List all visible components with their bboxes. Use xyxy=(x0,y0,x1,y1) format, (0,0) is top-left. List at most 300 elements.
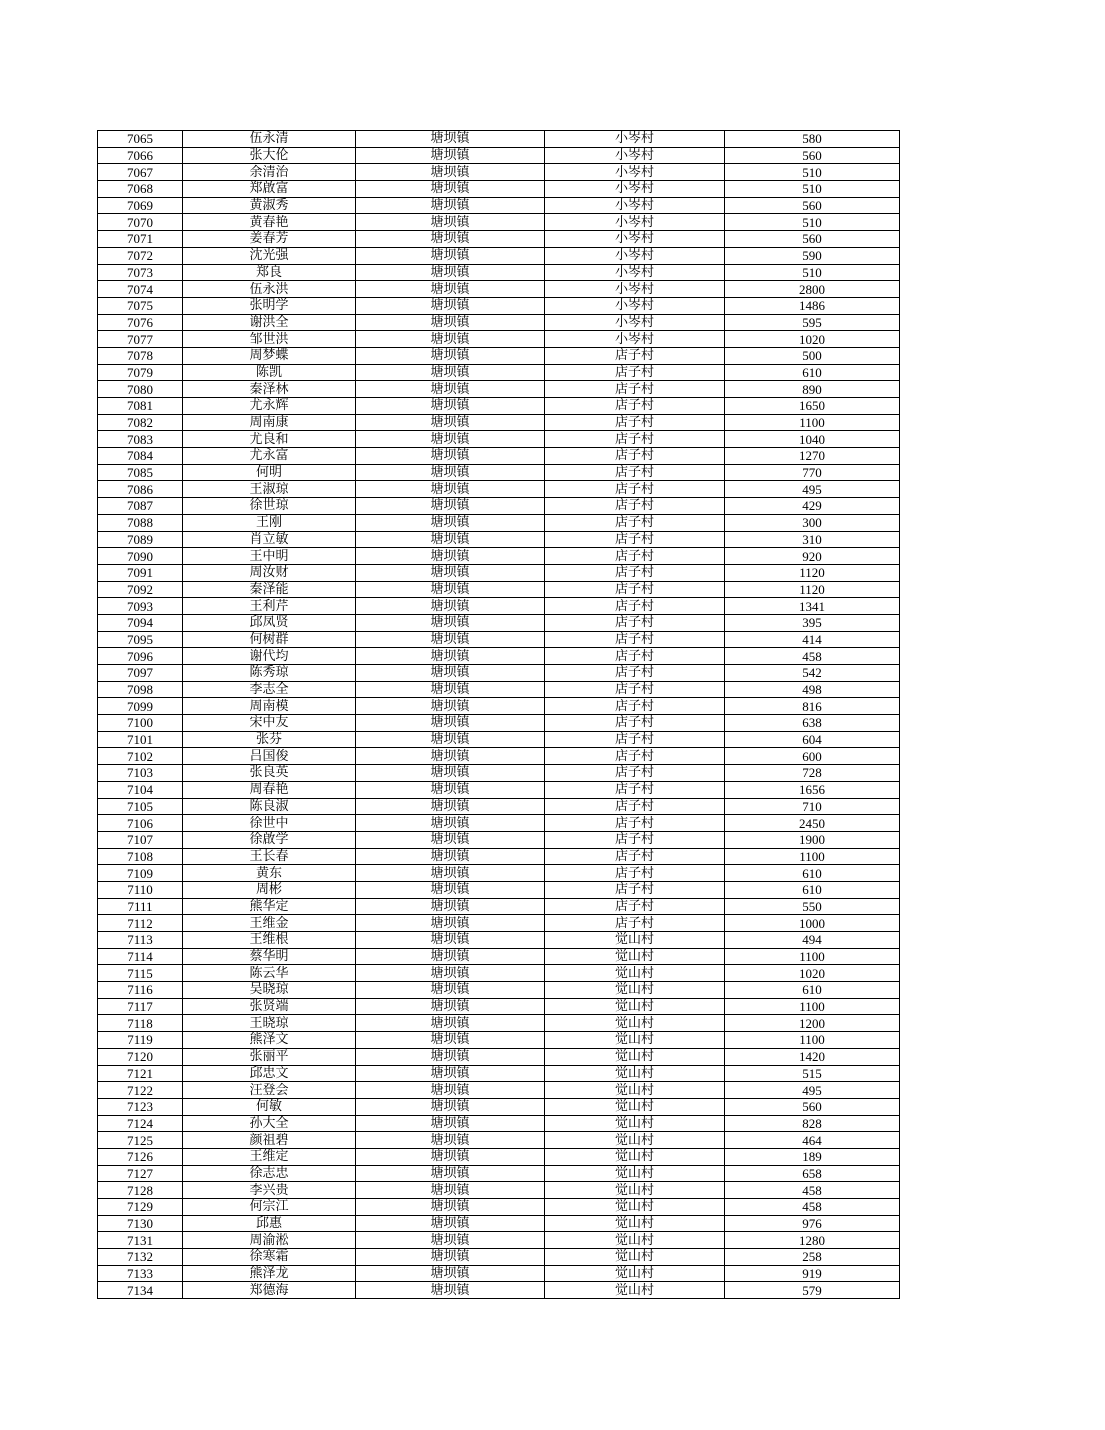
cell-village: 觉山村 xyxy=(545,1265,725,1282)
table-row xyxy=(98,932,900,949)
cell-town: 塘坝镇 xyxy=(356,381,545,398)
cell-town: 塘坝镇 xyxy=(356,898,545,915)
cell-amount: 495 xyxy=(725,481,900,498)
cell-town: 塘坝镇 xyxy=(356,281,545,298)
table-row xyxy=(98,865,900,882)
cell-name: 肖立敏 xyxy=(183,531,356,548)
cell-id: 7127 xyxy=(98,1165,183,1182)
cell-village: 店子村 xyxy=(545,915,725,932)
table-row xyxy=(98,998,900,1015)
table-row xyxy=(98,1065,900,1082)
cell-village: 店子村 xyxy=(545,431,725,448)
cell-name: 谢代均 xyxy=(183,648,356,665)
cell-town: 塘坝镇 xyxy=(356,748,545,765)
cell-village: 店子村 xyxy=(545,398,725,415)
cell-town: 塘坝镇 xyxy=(356,464,545,481)
table-row xyxy=(98,1115,900,1132)
cell-name: 徐世琼 xyxy=(183,498,356,515)
cell-village: 觉山村 xyxy=(545,948,725,965)
cell-village: 店子村 xyxy=(545,481,725,498)
cell-village: 店子村 xyxy=(545,564,725,581)
cell-name: 王利芹 xyxy=(183,598,356,615)
cell-village: 觉山村 xyxy=(545,1115,725,1132)
cell-id: 7067 xyxy=(98,164,183,181)
cell-town: 塘坝镇 xyxy=(356,564,545,581)
cell-village: 店子村 xyxy=(545,698,725,715)
cell-town: 塘坝镇 xyxy=(356,614,545,631)
cell-amount: 2450 xyxy=(725,815,900,832)
cell-id: 7066 xyxy=(98,147,183,164)
cell-amount: 1000 xyxy=(725,915,900,932)
table-row xyxy=(98,1249,900,1266)
cell-amount: 1656 xyxy=(725,781,900,798)
cell-id: 7087 xyxy=(98,498,183,515)
cell-amount: 189 xyxy=(725,1148,900,1165)
cell-amount: 258 xyxy=(725,1249,900,1266)
cell-id: 7069 xyxy=(98,197,183,214)
cell-amount: 610 xyxy=(725,982,900,999)
cell-name: 张明学 xyxy=(183,297,356,314)
cell-amount: 816 xyxy=(725,698,900,715)
cell-village: 觉山村 xyxy=(545,982,725,999)
cell-village: 小岑村 xyxy=(545,147,725,164)
cell-amount: 590 xyxy=(725,247,900,264)
cell-town: 塘坝镇 xyxy=(356,481,545,498)
cell-name: 尤永富 xyxy=(183,448,356,465)
cell-town: 塘坝镇 xyxy=(356,881,545,898)
cell-name: 颜祖碧 xyxy=(183,1132,356,1149)
cell-name: 李兴贵 xyxy=(183,1182,356,1199)
cell-name: 周渝淞 xyxy=(183,1232,356,1249)
cell-amount: 560 xyxy=(725,197,900,214)
cell-town: 塘坝镇 xyxy=(356,965,545,982)
cell-amount: 1100 xyxy=(725,1032,900,1049)
cell-id: 7065 xyxy=(98,131,183,148)
cell-name: 李志全 xyxy=(183,681,356,698)
cell-amount: 1650 xyxy=(725,398,900,415)
table-row xyxy=(98,1015,900,1032)
cell-id: 7076 xyxy=(98,314,183,331)
cell-id: 7118 xyxy=(98,1015,183,1032)
cell-village: 店子村 xyxy=(545,414,725,431)
table-row xyxy=(98,982,900,999)
table-row xyxy=(98,1199,900,1216)
cell-village: 店子村 xyxy=(545,598,725,615)
cell-name: 伍永清 xyxy=(183,131,356,148)
table-row xyxy=(98,665,900,682)
cell-village: 觉山村 xyxy=(545,1065,725,1082)
cell-id: 7072 xyxy=(98,247,183,264)
cell-name: 何树群 xyxy=(183,631,356,648)
table-row xyxy=(98,448,900,465)
cell-town: 塘坝镇 xyxy=(356,448,545,465)
cell-id: 7104 xyxy=(98,781,183,798)
cell-name: 吕国俊 xyxy=(183,748,356,765)
cell-village: 店子村 xyxy=(545,665,725,682)
cell-village: 店子村 xyxy=(545,631,725,648)
cell-id: 7117 xyxy=(98,998,183,1015)
cell-town: 塘坝镇 xyxy=(356,798,545,815)
cell-id: 7101 xyxy=(98,731,183,748)
cell-town: 塘坝镇 xyxy=(356,314,545,331)
cell-village: 店子村 xyxy=(545,581,725,598)
cell-town: 塘坝镇 xyxy=(356,414,545,431)
cell-town: 塘坝镇 xyxy=(356,731,545,748)
cell-village: 店子村 xyxy=(545,531,725,548)
cell-id: 7077 xyxy=(98,331,183,348)
cell-village: 店子村 xyxy=(545,765,725,782)
cell-town: 塘坝镇 xyxy=(356,1282,545,1299)
cell-amount: 1270 xyxy=(725,448,900,465)
cell-name: 徐世中 xyxy=(183,815,356,832)
cell-amount: 920 xyxy=(725,548,900,565)
cell-village: 店子村 xyxy=(545,881,725,898)
cell-village: 店子村 xyxy=(545,781,725,798)
cell-village: 觉山村 xyxy=(545,1132,725,1149)
cell-amount: 510 xyxy=(725,181,900,198)
cell-name: 王维根 xyxy=(183,932,356,949)
cell-amount: 728 xyxy=(725,765,900,782)
cell-id: 7125 xyxy=(98,1132,183,1149)
cell-name: 周春艳 xyxy=(183,781,356,798)
table-row xyxy=(98,364,900,381)
cell-name: 郑啟富 xyxy=(183,181,356,198)
cell-name: 沈光强 xyxy=(183,247,356,264)
table-row xyxy=(98,531,900,548)
table-row xyxy=(98,1165,900,1182)
cell-village: 觉山村 xyxy=(545,1199,725,1216)
cell-town: 塘坝镇 xyxy=(356,948,545,965)
table-row xyxy=(98,1032,900,1049)
cell-village: 店子村 xyxy=(545,815,725,832)
table-row xyxy=(98,1098,900,1115)
table-row xyxy=(98,247,900,264)
cell-village: 店子村 xyxy=(545,731,725,748)
cell-id: 7095 xyxy=(98,631,183,648)
table-row xyxy=(98,1232,900,1249)
cell-id: 7126 xyxy=(98,1148,183,1165)
cell-village: 觉山村 xyxy=(545,1215,725,1232)
table-row xyxy=(98,147,900,164)
cell-name: 周汝财 xyxy=(183,564,356,581)
cell-amount: 500 xyxy=(725,347,900,364)
table-row xyxy=(98,631,900,648)
cell-town: 塘坝镇 xyxy=(356,548,545,565)
cell-name: 王晓琼 xyxy=(183,1015,356,1032)
cell-id: 7074 xyxy=(98,281,183,298)
cell-name: 周梦蝶 xyxy=(183,347,356,364)
table-row xyxy=(98,181,900,198)
cell-id: 7107 xyxy=(98,831,183,848)
cell-amount: 890 xyxy=(725,381,900,398)
cell-name: 陈良淑 xyxy=(183,798,356,815)
cell-village: 觉山村 xyxy=(545,1282,725,1299)
cell-name: 王淑琼 xyxy=(183,481,356,498)
cell-amount: 1120 xyxy=(725,564,900,581)
cell-town: 塘坝镇 xyxy=(356,865,545,882)
cell-amount: 1100 xyxy=(725,998,900,1015)
cell-id: 7102 xyxy=(98,748,183,765)
cell-village: 小岑村 xyxy=(545,247,725,264)
table-row xyxy=(98,414,900,431)
cell-name: 郑德海 xyxy=(183,1282,356,1299)
cell-town: 塘坝镇 xyxy=(356,498,545,515)
cell-amount: 300 xyxy=(725,514,900,531)
cell-town: 塘坝镇 xyxy=(356,531,545,548)
cell-id: 7130 xyxy=(98,1215,183,1232)
cell-name: 邱忠文 xyxy=(183,1065,356,1082)
cell-village: 小岑村 xyxy=(545,314,725,331)
cell-id: 7096 xyxy=(98,648,183,665)
cell-name: 邱惠 xyxy=(183,1215,356,1232)
table-row xyxy=(98,614,900,631)
cell-village: 店子村 xyxy=(545,798,725,815)
cell-village: 店子村 xyxy=(545,715,725,732)
cell-town: 塘坝镇 xyxy=(356,665,545,682)
cell-village: 小岑村 xyxy=(545,197,725,214)
cell-village: 觉山村 xyxy=(545,1032,725,1049)
cell-name: 王长春 xyxy=(183,848,356,865)
cell-id: 7134 xyxy=(98,1282,183,1299)
cell-village: 觉山村 xyxy=(545,932,725,949)
cell-town: 塘坝镇 xyxy=(356,698,545,715)
cell-village: 小岑村 xyxy=(545,331,725,348)
table-row xyxy=(98,1265,900,1282)
cell-town: 塘坝镇 xyxy=(356,1098,545,1115)
cell-name: 熊华定 xyxy=(183,898,356,915)
cell-town: 塘坝镇 xyxy=(356,915,545,932)
cell-id: 7090 xyxy=(98,548,183,565)
cell-town: 塘坝镇 xyxy=(356,1015,545,1032)
cell-town: 塘坝镇 xyxy=(356,147,545,164)
table-row xyxy=(98,781,900,798)
cell-amount: 542 xyxy=(725,665,900,682)
cell-name: 尤永辉 xyxy=(183,398,356,415)
cell-id: 7128 xyxy=(98,1182,183,1199)
cell-id: 7113 xyxy=(98,932,183,949)
cell-amount: 710 xyxy=(725,798,900,815)
cell-amount: 579 xyxy=(725,1282,900,1299)
cell-town: 塘坝镇 xyxy=(356,364,545,381)
table-row xyxy=(98,681,900,698)
cell-village: 小岑村 xyxy=(545,164,725,181)
cell-id: 7119 xyxy=(98,1032,183,1049)
cell-amount: 828 xyxy=(725,1115,900,1132)
table-row xyxy=(98,1082,900,1099)
cell-id: 7100 xyxy=(98,715,183,732)
cell-amount: 464 xyxy=(725,1132,900,1149)
cell-town: 塘坝镇 xyxy=(356,214,545,231)
cell-village: 店子村 xyxy=(545,614,725,631)
cell-id: 7116 xyxy=(98,982,183,999)
table-row xyxy=(98,598,900,615)
cell-amount: 1020 xyxy=(725,965,900,982)
cell-id: 7110 xyxy=(98,881,183,898)
table-body xyxy=(98,131,900,1299)
cell-amount: 550 xyxy=(725,898,900,915)
cell-id: 7114 xyxy=(98,948,183,965)
cell-name: 张芬 xyxy=(183,731,356,748)
cell-name: 余清治 xyxy=(183,164,356,181)
cell-name: 秦泽能 xyxy=(183,581,356,598)
cell-name: 蔡华明 xyxy=(183,948,356,965)
cell-name: 王中明 xyxy=(183,548,356,565)
cell-town: 塘坝镇 xyxy=(356,932,545,949)
cell-id: 7084 xyxy=(98,448,183,465)
cell-village: 觉山村 xyxy=(545,1082,725,1099)
cell-town: 塘坝镇 xyxy=(356,264,545,281)
cell-id: 7075 xyxy=(98,297,183,314)
cell-amount: 458 xyxy=(725,1182,900,1199)
cell-name: 姜春芳 xyxy=(183,231,356,248)
table-row xyxy=(98,731,900,748)
table-row xyxy=(98,1148,900,1165)
cell-village: 觉山村 xyxy=(545,1048,725,1065)
cell-amount: 610 xyxy=(725,865,900,882)
cell-name: 陈云华 xyxy=(183,965,356,982)
table-row xyxy=(98,514,900,531)
cell-village: 觉山村 xyxy=(545,1249,725,1266)
cell-town: 塘坝镇 xyxy=(356,1082,545,1099)
cell-id: 7091 xyxy=(98,564,183,581)
cell-id: 7068 xyxy=(98,181,183,198)
cell-name: 何敏 xyxy=(183,1098,356,1115)
cell-town: 塘坝镇 xyxy=(356,297,545,314)
cell-name: 徐志忠 xyxy=(183,1165,356,1182)
cell-village: 小岑村 xyxy=(545,131,725,148)
cell-amount: 1100 xyxy=(725,948,900,965)
table-row xyxy=(98,197,900,214)
table-row xyxy=(98,331,900,348)
cell-amount: 580 xyxy=(725,131,900,148)
cell-town: 塘坝镇 xyxy=(356,1249,545,1266)
cell-town: 塘坝镇 xyxy=(356,982,545,999)
cell-name: 秦泽林 xyxy=(183,381,356,398)
cell-village: 觉山村 xyxy=(545,1098,725,1115)
cell-amount: 1040 xyxy=(725,431,900,448)
cell-amount: 414 xyxy=(725,631,900,648)
cell-town: 塘坝镇 xyxy=(356,514,545,531)
table-row xyxy=(98,648,900,665)
cell-amount: 560 xyxy=(725,231,900,248)
table-row xyxy=(98,965,900,982)
cell-amount: 494 xyxy=(725,932,900,949)
cell-town: 塘坝镇 xyxy=(356,765,545,782)
table-row xyxy=(98,431,900,448)
cell-name: 谢洪全 xyxy=(183,314,356,331)
cell-village: 店子村 xyxy=(545,648,725,665)
table-row xyxy=(98,1282,900,1299)
cell-village: 店子村 xyxy=(545,381,725,398)
table-row xyxy=(98,564,900,581)
cell-id: 7106 xyxy=(98,815,183,832)
cell-town: 塘坝镇 xyxy=(356,848,545,865)
table-row xyxy=(98,548,900,565)
cell-name: 徐寒霜 xyxy=(183,1249,356,1266)
cell-amount: 1100 xyxy=(725,414,900,431)
table-row xyxy=(98,898,900,915)
cell-town: 塘坝镇 xyxy=(356,331,545,348)
cell-village: 店子村 xyxy=(545,681,725,698)
cell-amount: 1341 xyxy=(725,598,900,615)
table-row xyxy=(98,464,900,481)
cell-amount: 510 xyxy=(725,264,900,281)
cell-id: 7070 xyxy=(98,214,183,231)
cell-village: 觉山村 xyxy=(545,1165,725,1182)
cell-amount: 1486 xyxy=(725,297,900,314)
cell-name: 尤良和 xyxy=(183,431,356,448)
cell-amount: 658 xyxy=(725,1165,900,1182)
cell-village: 觉山村 xyxy=(545,1232,725,1249)
cell-town: 塘坝镇 xyxy=(356,598,545,615)
cell-id: 7109 xyxy=(98,865,183,882)
cell-id: 7131 xyxy=(98,1232,183,1249)
cell-amount: 1020 xyxy=(725,331,900,348)
cell-name: 熊泽龙 xyxy=(183,1265,356,1282)
cell-name: 王维金 xyxy=(183,915,356,932)
cell-amount: 595 xyxy=(725,314,900,331)
cell-town: 塘坝镇 xyxy=(356,197,545,214)
cell-town: 塘坝镇 xyxy=(356,247,545,264)
table-row xyxy=(98,881,900,898)
cell-amount: 1420 xyxy=(725,1048,900,1065)
cell-village: 小岑村 xyxy=(545,281,725,298)
table-row xyxy=(98,381,900,398)
cell-id: 7129 xyxy=(98,1199,183,1216)
cell-village: 店子村 xyxy=(545,748,725,765)
cell-name: 吴晓琼 xyxy=(183,982,356,999)
table-row xyxy=(98,281,900,298)
cell-town: 塘坝镇 xyxy=(356,1199,545,1216)
cell-name: 周彬 xyxy=(183,881,356,898)
table-row xyxy=(98,1132,900,1149)
cell-name: 张贤端 xyxy=(183,998,356,1015)
cell-name: 汪登会 xyxy=(183,1082,356,1099)
cell-amount: 638 xyxy=(725,715,900,732)
table-row xyxy=(98,297,900,314)
table-row xyxy=(98,398,900,415)
cell-town: 塘坝镇 xyxy=(356,347,545,364)
table-row xyxy=(98,481,900,498)
cell-name: 宋中友 xyxy=(183,715,356,732)
cell-village: 店子村 xyxy=(545,514,725,531)
cell-amount: 1120 xyxy=(725,581,900,598)
cell-id: 7133 xyxy=(98,1265,183,1282)
table-row xyxy=(98,848,900,865)
cell-amount: 515 xyxy=(725,1065,900,1082)
cell-town: 塘坝镇 xyxy=(356,231,545,248)
cell-id: 7122 xyxy=(98,1082,183,1099)
cell-id: 7073 xyxy=(98,264,183,281)
cell-amount: 560 xyxy=(725,147,900,164)
table-row xyxy=(98,765,900,782)
cell-town: 塘坝镇 xyxy=(356,781,545,798)
cell-village: 店子村 xyxy=(545,464,725,481)
table-row xyxy=(98,314,900,331)
data-table xyxy=(97,130,900,1299)
cell-amount: 310 xyxy=(725,531,900,548)
cell-amount: 610 xyxy=(725,364,900,381)
table-row xyxy=(98,347,900,364)
cell-id: 7098 xyxy=(98,681,183,698)
cell-id: 7093 xyxy=(98,598,183,615)
cell-village: 店子村 xyxy=(545,364,725,381)
cell-village: 店子村 xyxy=(545,831,725,848)
cell-amount: 495 xyxy=(725,1082,900,1099)
cell-town: 塘坝镇 xyxy=(356,1065,545,1082)
cell-name: 黄淑秀 xyxy=(183,197,356,214)
cell-village: 觉山村 xyxy=(545,1182,725,1199)
